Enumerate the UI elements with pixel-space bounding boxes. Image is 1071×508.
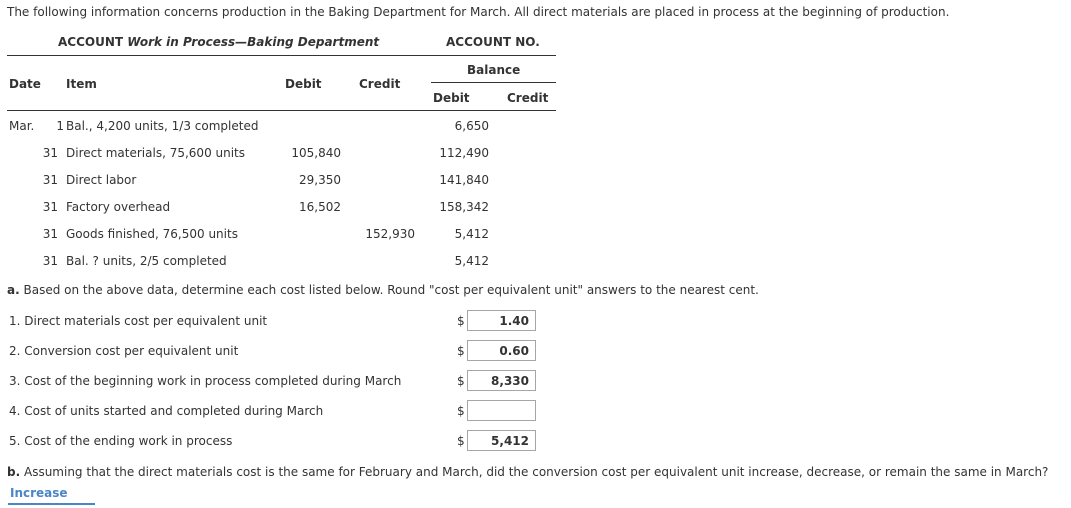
debit-header: Debit	[285, 77, 322, 91]
item-header: Item	[66, 77, 97, 91]
row-item: Direct materials, 75,600 units	[66, 146, 246, 160]
account-label: ACCOUNT	[58, 35, 124, 49]
row-balance-debit: 5,412	[454, 227, 489, 241]
account-title	[58, 35, 379, 49]
part-a-text: Based on the above data, determine each cost listed below. Round "cost per equivalent unit" answers to the nearest cent.	[23, 283, 759, 297]
cost-item-label: 2. Conversion cost per equivalent unit	[9, 344, 239, 358]
part-b-question	[7, 465, 1048, 479]
row-debit: 105,840	[291, 146, 341, 160]
row-debit: 29,350	[299, 173, 341, 187]
balance-debit-header: Debit	[433, 91, 470, 105]
row-balance-debit: 141,840	[439, 173, 489, 187]
dollar-sign: $	[457, 404, 465, 418]
dollar-sign: $	[457, 314, 465, 328]
started-completed-cost-input[interactable]	[467, 400, 536, 421]
row-day: 31	[42, 200, 58, 214]
balance-credit-header: Credit	[507, 91, 549, 105]
header-bottom-rule	[7, 110, 556, 111]
cost-item-label: 1. Direct materials cost per equivalent unit	[9, 314, 268, 328]
part-b-text: Assuming that the direct materials cost is the same for February and March, did the conversion cost per equivalent unit increase, decrease, or remain the same in March?	[23, 465, 1049, 479]
part-b-label: b.	[7, 465, 21, 479]
ending-wip-cost-input[interactable]: 5,412	[467, 430, 536, 451]
cost-item-label: 4. Cost of units started and completed during March	[9, 404, 324, 418]
row-credit: 152,930	[365, 227, 415, 241]
row-month: Mar.	[9, 119, 35, 133]
part-a-label: a.	[7, 283, 20, 297]
direct-materials-cost-input[interactable]: 1.40	[467, 310, 536, 331]
cost-item-label: 5. Cost of the ending work in process	[9, 434, 233, 448]
intro-text: The following information concerns production in the Baking Department for March. All direct materials are placed in process at the beginning of production.	[7, 5, 950, 19]
row-item: Direct labor	[66, 173, 137, 187]
row-balance-debit: 6,650	[454, 119, 489, 133]
dollar-sign: $	[457, 344, 465, 358]
row-balance-debit: 158,342	[439, 200, 489, 214]
conversion-cost-input[interactable]: 0.60	[467, 340, 536, 361]
row-balance-debit: 5,412	[454, 254, 489, 268]
row-item: Bal. ? units, 2/5 completed	[66, 254, 227, 268]
beginning-wip-cost-input[interactable]: 8,330	[467, 370, 536, 391]
balance-header: Balance	[467, 63, 521, 77]
row-balance-debit: 112,490	[439, 146, 489, 160]
dollar-sign: $	[457, 374, 465, 388]
account-name: Work in Process—Baking Department	[127, 35, 380, 49]
cost-item-label: 3. Cost of the beginning work in process completed during March	[9, 374, 402, 388]
row-day: 31	[42, 173, 58, 187]
row-day: 1	[56, 119, 64, 133]
selected-option: Increase	[10, 486, 68, 500]
row-item: Bal., 4,200 units, 1/3 completed	[66, 119, 259, 133]
dollar-sign: $	[457, 434, 465, 448]
header-top-rule	[7, 55, 556, 56]
account-no-label: ACCOUNT NO.	[446, 35, 540, 49]
row-day: 31	[42, 227, 58, 241]
balance-rule	[431, 82, 556, 83]
row-debit: 16,502	[299, 200, 341, 214]
credit-header: Credit	[359, 77, 401, 91]
row-item: Goods finished, 76,500 units	[66, 227, 238, 241]
conversion-cost-change-select[interactable]	[8, 484, 95, 505]
row-day: 31	[42, 146, 58, 160]
date-header: Date	[9, 77, 41, 91]
row-day: 31	[42, 254, 58, 268]
part-a-instruction	[7, 283, 759, 297]
row-item: Factory overhead	[66, 200, 171, 214]
